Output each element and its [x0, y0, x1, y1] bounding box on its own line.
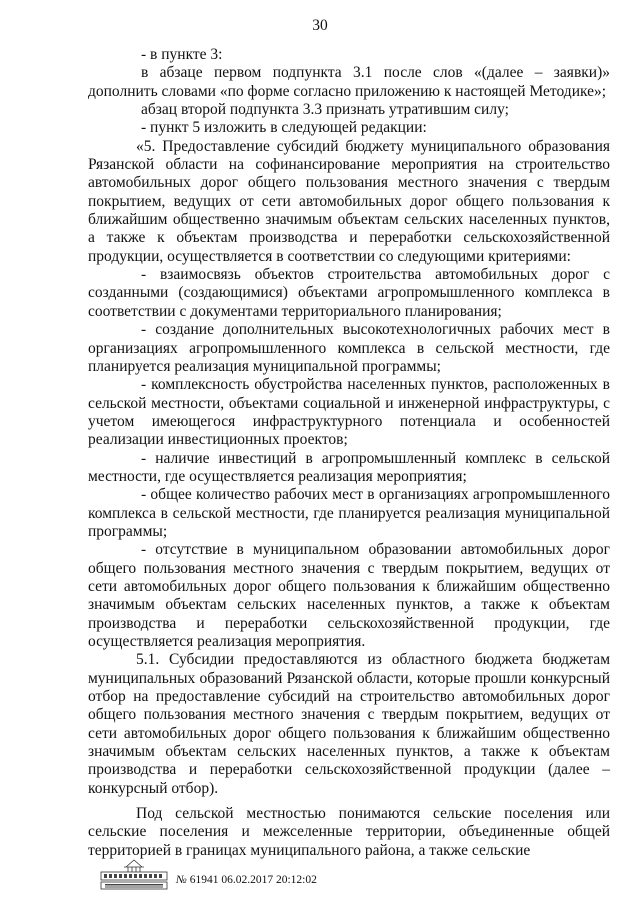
paragraph-clause-5: «5. Предоставление субсидий бюджету муниципального образования Рязанской области на софинансирование мероприятия на строительство автомобильных дорог общего пользования местного значения с твердым покрытием, ведущих от сети автомобильных дорог общего пользования к ближайшим общественно значимым объектам сельских населенных пунктов, а также к объектам производства и переработки сельскохозяйственной продукции, осуществляется в соответствии со следующими критериями:: [88, 137, 610, 265]
criterion-item: - взаимосвязь объектов строительства автомобильных дорог с созданными (создающимися) объектами агропромышленного комплекса в соответствии с документами территориального планирования;: [88, 266, 610, 320]
registration-footer: [100, 858, 400, 894]
criterion-item: - создание дополнительных высокотехнологичных рабочих мест в организациях агропромышленного комплекса в сельской местности, где планируется реализация муниципальной программы;: [88, 321, 610, 375]
criterion-item: - общее количество рабочих мест в организациях агропромышленного комплекса в сельской местности, где планируется реализация муниципальной программы;: [88, 486, 610, 540]
criterion-item: - комплексность обустройства населенных пунктов, расположенных в сельской местности, объектами социальной и инженерной инфраструктуры, с учетом имеющегося инфраструктурного потенциала и особенностей реализации инвестиционных проектов;: [88, 376, 610, 449]
criterion-item: - наличие инвестиций в агропромышленный комплекс в сельской местности, где осуществляется реализация мероприятия;: [88, 449, 610, 485]
registry-stamp-icon: [100, 858, 168, 892]
registration-stamp: [176, 874, 317, 886]
paragraph-subclause-3-3: абзац второй подпункта 3.3 признать утратившим силу;: [141, 101, 509, 119]
paragraph-item-p3: - в пункте 3:: [141, 46, 223, 63]
document-body: [88, 46, 610, 860]
number-sign: №: [176, 874, 187, 886]
paragraph-rural-definition: Под сельской местностью понимаются сельские поселения или сельские поселения и межселенные территории, объединенные общей территорией в границах муниципального района, а также сельские: [88, 805, 610, 859]
paragraph-subclause-3-1: в абзаце первом подпункта 3.1 после слов «(далее – заявки)» дополнить словами «по форме согласно приложению к настоящей Методике»;: [88, 64, 610, 100]
criterion-item: - отсутствие в муниципальном образовании автомобильных дорог общего пользования местного значения с твердым покрытием, ведущих от сети автомобильных дорог общего пользования к ближайшим общественно значимым объектам сельских населенных пунктов, а также к объектам производства и переработки сельскохозяйственной продукции, где осуществляется реализация мероприятия.: [88, 541, 610, 650]
registration-number-date: 61941 06.02.2017 20:12:02: [189, 874, 317, 886]
paragraph-item-p5: - пункт 5 изложить в следующей редакции:: [141, 119, 427, 137]
page-number: 30: [312, 17, 328, 34]
paragraph-clause-5-1: 5.1. Субсидии предоставляются из областного бюджета бюджетам муниципальных образований Рязанской области, которые прошли конкурсный отбор на предоставление субсидий на строительство автомобильных дорог общего пользования местного значения с твердым покрытием, ведущих от сети автомобильных дорог общего пользования к ближайшим общественно значимым объектам сельских населенных пунктов, а также к объектам производства и переработки сельскохозяйственной продукции (далее – конкурсный отбор).: [88, 651, 610, 797]
